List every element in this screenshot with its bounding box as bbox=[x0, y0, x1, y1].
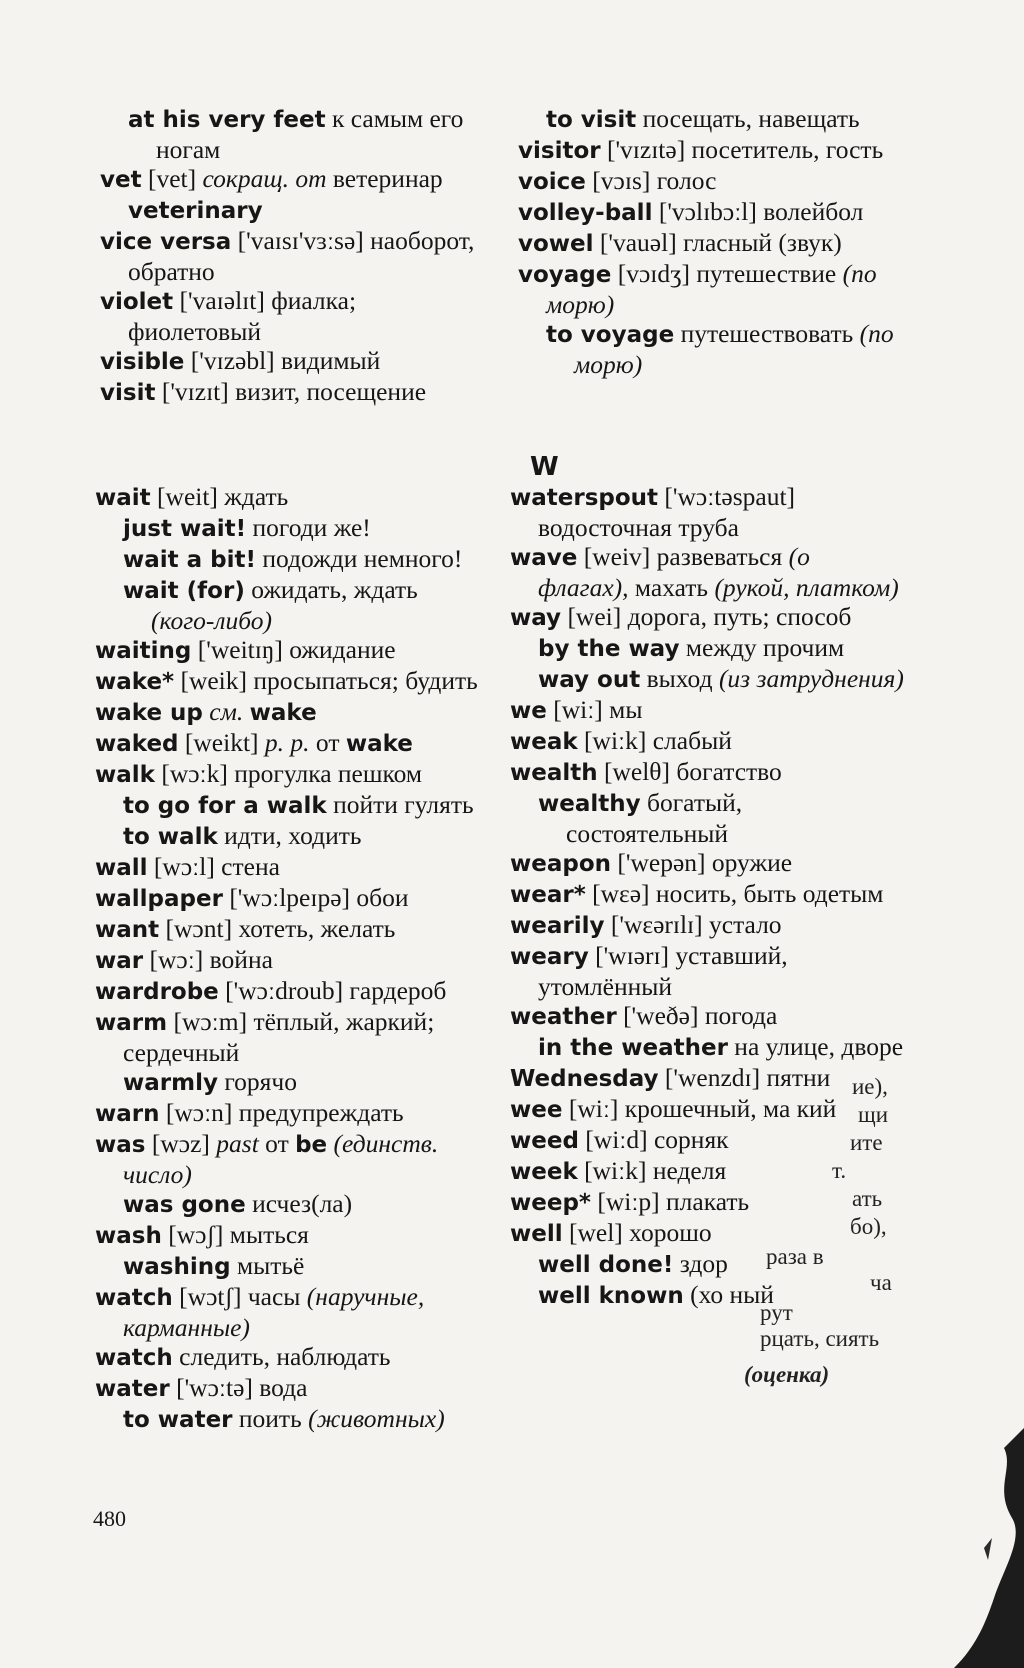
dictionary-entry bbox=[95, 1098, 485, 1129]
headword: weep* bbox=[510, 1190, 591, 1216]
dictionary-entry bbox=[95, 1282, 485, 1342]
headword: wee bbox=[510, 1097, 563, 1123]
dictionary-subentry bbox=[95, 1189, 485, 1220]
translation: исчез(ла) bbox=[252, 1189, 353, 1218]
translation: ['wɔːtə] вода bbox=[176, 1373, 308, 1402]
dictionary-entry bbox=[95, 697, 485, 728]
edge-fragment: ать bbox=[852, 1186, 883, 1211]
headword: week bbox=[510, 1159, 578, 1185]
translation: путешествовать bbox=[680, 319, 854, 348]
dictionary-subentry bbox=[95, 1067, 485, 1098]
headword: watch bbox=[95, 1345, 173, 1371]
translation: ['vɪzɪtə] посетитель, гость bbox=[606, 135, 884, 164]
translation: богатый, состоятельный bbox=[566, 788, 743, 848]
column-left bbox=[95, 482, 485, 1435]
headword: weary bbox=[510, 944, 589, 970]
edge-fragment: щи bbox=[858, 1102, 889, 1127]
translation: [wel] хорошо bbox=[569, 1218, 712, 1247]
translation: ['weitɪŋ] ожидание bbox=[197, 635, 396, 664]
dictionary-entry bbox=[95, 1342, 485, 1373]
translation: [wɔtʃ] часы bbox=[179, 1282, 301, 1311]
headword: wait bbox=[95, 485, 151, 511]
translation: ['vaɪəlɪt] фиалка; фиолетовый bbox=[128, 286, 357, 346]
headword: vowel bbox=[518, 231, 594, 257]
headword: was gone bbox=[123, 1192, 246, 1218]
cross-reference: wake bbox=[345, 731, 413, 757]
edge-fragment: ите bbox=[850, 1130, 883, 1155]
headword: warmly bbox=[123, 1070, 218, 1096]
dictionary-entry bbox=[95, 759, 485, 790]
translation: [wɔz] bbox=[151, 1129, 210, 1158]
edge-fragment: (оценка) bbox=[744, 1362, 830, 1387]
translation: [weit] ждать bbox=[157, 482, 289, 511]
headword: vice versa bbox=[100, 229, 232, 255]
dictionary-entry bbox=[100, 286, 490, 346]
cross-reference: veterinary bbox=[128, 198, 263, 224]
dictionary-subentry bbox=[95, 821, 485, 852]
translation: поить bbox=[238, 1404, 302, 1433]
translation: погоди же! bbox=[252, 513, 371, 542]
grammar-note: (по морю) bbox=[546, 259, 877, 319]
headword: violet bbox=[100, 289, 174, 315]
dictionary-subentry bbox=[95, 1404, 485, 1435]
dictionary-subentry bbox=[518, 104, 910, 135]
edge-fragment: ча bbox=[870, 1270, 892, 1295]
headword: well done! bbox=[538, 1252, 674, 1278]
grammar-note-continued: (единств. число) bbox=[123, 1129, 439, 1189]
translation-continued: махать bbox=[634, 573, 709, 602]
ink-blot-decoration bbox=[934, 1428, 1024, 1668]
dictionary-subentry bbox=[95, 513, 485, 544]
headword: water bbox=[95, 1376, 170, 1402]
headword: weak bbox=[510, 729, 578, 755]
headword: waked bbox=[95, 731, 179, 757]
headword: weapon bbox=[510, 851, 612, 877]
translation: [wiːk] слабый bbox=[584, 726, 732, 755]
headword: Wednesday bbox=[510, 1066, 659, 1092]
headword: warm bbox=[95, 1010, 168, 1036]
dictionary-entry bbox=[95, 1007, 485, 1067]
headword: war bbox=[95, 948, 144, 974]
translation: между прочим bbox=[685, 633, 845, 662]
translation: [wɔːm] тёплый, жаркий; сердечный bbox=[123, 1007, 435, 1067]
edge-fragment: рцать, сиять bbox=[760, 1326, 880, 1351]
edge-fragment: т. bbox=[832, 1158, 847, 1183]
translation: ['vɪzəbl] видимый bbox=[190, 346, 381, 375]
grammar-note: past bbox=[216, 1129, 259, 1158]
dictionary-subentry bbox=[95, 1251, 485, 1282]
headword: walk bbox=[95, 762, 155, 788]
headword: wallpaper bbox=[95, 886, 223, 912]
translation: выход bbox=[646, 664, 713, 693]
translation: [wɔʃ] мыться bbox=[168, 1220, 309, 1249]
cross-reference: be bbox=[295, 1132, 328, 1158]
dictionary-entry bbox=[95, 666, 485, 697]
edge-fragment: ие), bbox=[852, 1074, 888, 1099]
translation: [vɔɪdʒ] путешествие bbox=[617, 259, 837, 288]
dictionary-subentry bbox=[510, 1032, 906, 1063]
dictionary-entry bbox=[95, 976, 485, 1007]
translation: [wei] дорога, путь; способ bbox=[567, 602, 852, 631]
headword: well bbox=[510, 1221, 563, 1247]
headword: want bbox=[95, 917, 160, 943]
headword: wait (for) bbox=[123, 578, 245, 604]
dictionary-subentry bbox=[100, 104, 490, 164]
grammar-note: (из затруднения) bbox=[718, 664, 904, 693]
headword: voice bbox=[518, 169, 586, 195]
translation: ['vɔlɪbɔːl] волейбол bbox=[658, 197, 864, 226]
headword: volley-ball bbox=[518, 200, 653, 226]
dictionary-entry bbox=[518, 228, 910, 259]
grammar-note-continued: (рукой, платком) bbox=[714, 573, 899, 602]
translation: [wɛə] носить, быть одетым bbox=[592, 879, 884, 908]
translation: ['wɔːtəspaut] водосточная труба bbox=[538, 482, 796, 542]
translation: ['vaɪsɪ'vɜːsə] наоборот, обратно bbox=[128, 226, 475, 286]
translation: идти, ходить bbox=[224, 821, 362, 850]
grammar-note: см. bbox=[209, 697, 244, 726]
dictionary-entry bbox=[518, 259, 910, 319]
dictionary-entry bbox=[95, 883, 485, 914]
dictionary-entry bbox=[95, 635, 485, 666]
headword: washing bbox=[123, 1254, 231, 1280]
edge-fragment: рут bbox=[760, 1300, 793, 1325]
headword: wear* bbox=[510, 882, 586, 908]
column-top-right bbox=[518, 104, 910, 379]
headword: to voyage bbox=[546, 322, 675, 348]
dictionary-entry bbox=[518, 166, 910, 197]
translation: [wɔːn] предупреждать bbox=[165, 1098, 404, 1127]
edge-fragment: раза в bbox=[766, 1244, 824, 1269]
headword: at his very feet bbox=[128, 107, 326, 133]
headword: wearily bbox=[510, 913, 605, 939]
translation: ['wɪərɪ] уставший, утомлённый bbox=[538, 941, 788, 1001]
translation: [wiː] мы bbox=[553, 695, 643, 724]
translation: [wiːd] сорняк bbox=[585, 1125, 729, 1154]
dictionary-subentry bbox=[95, 575, 485, 635]
translation: мытьё bbox=[236, 1251, 305, 1280]
translation: ['weðə] погода bbox=[623, 1001, 778, 1030]
headword: wait a bit! bbox=[123, 547, 257, 573]
headword: waiting bbox=[95, 638, 192, 664]
translation-continued: от bbox=[265, 1129, 289, 1158]
translation: (хо ный bbox=[690, 1280, 774, 1309]
headword: to water bbox=[123, 1407, 233, 1433]
translation: [weiv] развеваться bbox=[583, 542, 783, 571]
headword: wave bbox=[510, 545, 578, 571]
dictionary-subentry bbox=[510, 788, 906, 848]
headword: visit bbox=[100, 380, 156, 406]
headword: warn bbox=[95, 1101, 160, 1127]
headword: way bbox=[510, 605, 562, 631]
dictionary-entry bbox=[95, 914, 485, 945]
dictionary-entry bbox=[95, 1129, 485, 1189]
dictionary-entry bbox=[100, 377, 490, 408]
translation: пойти гулять bbox=[333, 790, 474, 819]
headword: wealthy bbox=[538, 791, 641, 817]
translation: ['vauəl] гласный (звук) bbox=[599, 228, 842, 257]
translation: ['wenzdɪ] пятни bbox=[664, 1063, 831, 1092]
edge-fragment: бо), bbox=[850, 1214, 887, 1239]
dictionary-entry bbox=[95, 852, 485, 883]
dictionary-entry bbox=[95, 728, 485, 759]
translation: подожди немного! bbox=[262, 544, 463, 573]
section-letter: W bbox=[530, 452, 559, 482]
dictionary-entry bbox=[95, 1373, 485, 1404]
headword: to walk bbox=[123, 824, 218, 850]
headword: was bbox=[95, 1132, 146, 1158]
dictionary-entry bbox=[100, 164, 490, 226]
headword: voyage bbox=[518, 262, 612, 288]
edge-fragments bbox=[744, 1072, 930, 1412]
grammar-note: сокращ. от bbox=[202, 164, 327, 193]
grammar-note: p. p. bbox=[264, 728, 310, 757]
headword: well known bbox=[538, 1283, 684, 1309]
cross-reference: wake bbox=[249, 700, 317, 726]
dictionary-entry bbox=[100, 346, 490, 377]
dictionary-entry bbox=[95, 1220, 485, 1251]
translation: [weik] просыпаться; будить bbox=[180, 666, 478, 695]
dictionary-entry bbox=[518, 135, 910, 166]
headword: visible bbox=[100, 349, 185, 375]
dictionary-entry bbox=[518, 197, 910, 228]
page-number: 480 bbox=[93, 1506, 126, 1531]
dictionary-entry bbox=[510, 602, 906, 633]
headword: to go for a walk bbox=[123, 793, 327, 819]
grammar-note: (кого-либо) bbox=[151, 606, 272, 635]
translation-continued: ветеринар bbox=[332, 164, 443, 193]
headword: to visit bbox=[546, 107, 637, 133]
dictionary-entry bbox=[510, 1001, 906, 1032]
translation: горячо bbox=[224, 1067, 297, 1096]
dictionary-subentry bbox=[95, 790, 485, 821]
headword: watch bbox=[95, 1285, 173, 1311]
translation: [wiː] крошечный, ма кий bbox=[568, 1094, 837, 1123]
dictionary-entry bbox=[100, 226, 490, 286]
translation: ['vɪzɪt] визит, посещение bbox=[161, 377, 427, 406]
headword: in the weather bbox=[538, 1035, 728, 1061]
translation: посещать, навещать bbox=[642, 104, 860, 133]
headword: just wait! bbox=[123, 516, 247, 542]
translation: [vɔɪs] голос bbox=[592, 166, 717, 195]
translation: [wɔnt] хотеть, желать bbox=[165, 914, 396, 943]
translation: на улице, дворе bbox=[734, 1032, 904, 1061]
grammar-note: (наручные, карманные) bbox=[123, 1282, 425, 1342]
headword: wake* bbox=[95, 669, 175, 695]
column-top-left bbox=[100, 104, 490, 408]
dictionary-entry bbox=[95, 945, 485, 976]
translation: ['wɛərɪlɪ] устало bbox=[610, 910, 782, 939]
translation: ['wɔːlpeɪpə] обои bbox=[229, 883, 409, 912]
translation: [wiːk] неделя bbox=[584, 1156, 727, 1185]
headword: way out bbox=[538, 667, 641, 693]
dictionary-subentry bbox=[510, 664, 906, 695]
headword: by the way bbox=[538, 636, 680, 662]
headword: wake up bbox=[95, 700, 203, 726]
dictionary-entry bbox=[510, 542, 906, 602]
dictionary-entry bbox=[510, 695, 906, 726]
dictionary-subentry bbox=[95, 544, 485, 575]
grammar-note: (животных) bbox=[308, 1404, 445, 1433]
headword: weather bbox=[510, 1004, 617, 1030]
dictionary-entry bbox=[510, 941, 906, 1001]
translation: ['wɔːdroub] гардероб bbox=[225, 976, 447, 1005]
translation: [wiːp] плакать bbox=[597, 1187, 750, 1216]
translation: [wɔː] война bbox=[149, 945, 273, 974]
headword: wealth bbox=[510, 760, 598, 786]
headword: visitor bbox=[518, 138, 601, 164]
headword: wash bbox=[95, 1223, 162, 1249]
translation: ожидать, ждать bbox=[251, 575, 418, 604]
headword: we bbox=[510, 698, 547, 724]
translation: ['wepən] оружие bbox=[617, 848, 793, 877]
headword: wall bbox=[95, 855, 148, 881]
dictionary-entry bbox=[510, 726, 906, 757]
translation: следить, наблюдать bbox=[179, 1342, 391, 1371]
dictionary-entry bbox=[510, 879, 906, 910]
headword: weed bbox=[510, 1128, 579, 1154]
translation: к самым его ногам bbox=[156, 104, 464, 164]
dictionary-entry bbox=[510, 482, 906, 542]
translation: [wɔːl] стена bbox=[153, 852, 280, 881]
dictionary-subentry bbox=[510, 633, 906, 664]
dictionary-subentry bbox=[518, 319, 910, 379]
translation: [wɔːk] прогулка пешком bbox=[161, 759, 423, 788]
dictionary-entry bbox=[95, 482, 485, 513]
translation-continued: от bbox=[315, 728, 340, 757]
dictionary-entry bbox=[510, 757, 906, 788]
grammar-note: (по морю) bbox=[574, 319, 894, 379]
dictionary-entry bbox=[510, 848, 906, 879]
headword: vet bbox=[100, 167, 142, 193]
headword: wardrobe bbox=[95, 979, 219, 1005]
headword: waterspout bbox=[510, 485, 659, 511]
translation: здор bbox=[679, 1249, 728, 1278]
dictionary-entry bbox=[510, 910, 906, 941]
translation: [vet] bbox=[147, 164, 197, 193]
translation: [weikt] bbox=[184, 728, 259, 757]
translation: [welθ] богатство bbox=[604, 757, 782, 786]
grammar-note: (о флагах), bbox=[538, 542, 810, 602]
